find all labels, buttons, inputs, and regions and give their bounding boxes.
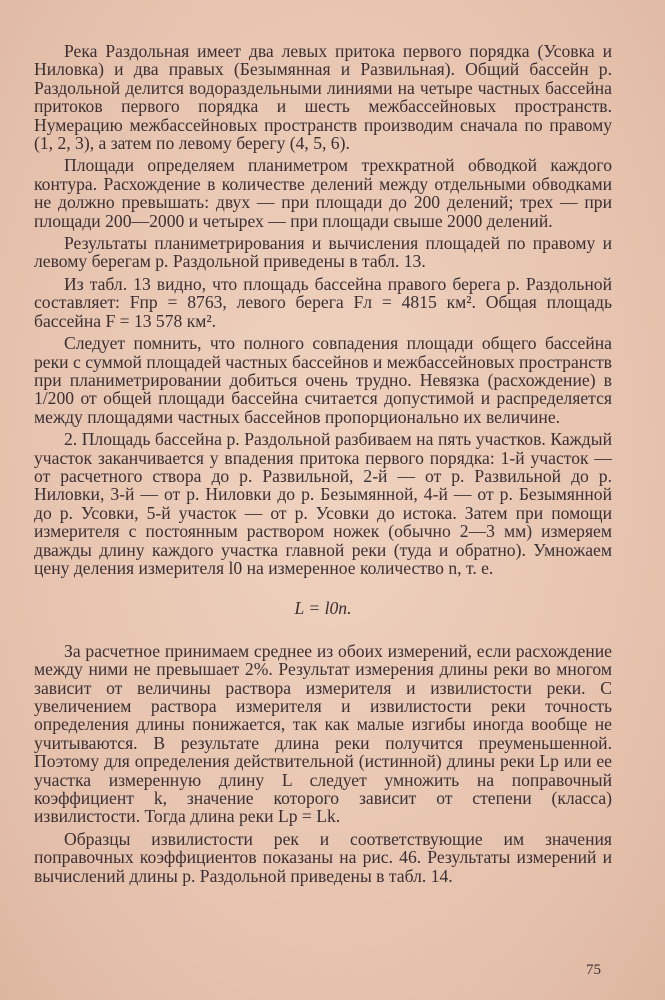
paragraph: Образцы извилистости рек и соответствующие им значения поправочных коэффициентов показаны на рис. 46. Результаты измерений и вычислений длины р. Раздольной приведены в табл. 14.	[34, 828, 612, 886]
body-text	[34, 42, 612, 885]
formula: L = l0n.	[294, 598, 352, 619]
paragraph: Площади определяем планиметром трехкратной обводкой каждого контура. Расхождение в количестве делений между отдельными обводками не должно превышать: двух — при площади до 200 делений; трех — при площади 200—2000 и четырех — при площади свыше 2000 делений.	[34, 155, 612, 231]
page-number: 75	[586, 962, 601, 978]
paragraph: Река Раздольная имеет два левых притока первого порядка (Усовка и Ниловка) и два правых (Безымянная и Развильная). Общий бассейн р. Раздольной делится водораздельными линиями на четыре частных бассейна притоков первого порядка и шесть межбассейновых пространств. Нумерацию межбассейновых пространств производим сначала по правому (1, 2, 3), а затем по левому берегу (4, 5, 6).	[34, 41, 612, 154]
paragraph: Из табл. 13 видно, что площадь бассейна правого берега р. Раздольной составляет: Fпр = 8763, левого берега Fл = 4815 км². Общая площадь бассейна F = 13 578 км².	[34, 273, 612, 331]
paragraph: Следует помнить, что полного совпадения площади общего бассейна реки с суммой площадей частных бассейнов и межбассейновых пространств при планиметрировании добиться очень трудно. Невязка (расхождение) в 1/200 от общей площади бассейна считается допустимой и распределяется между площадями частных бассейнов пропорционально их величине.	[34, 333, 612, 427]
paragraph: За расчетное принимаем среднее из обоих измерений, если расхождение между ними не превышает 2%. Результат измерения длины реки во многом зависит от величины раствора измерителя и извилистости реки. С увеличением раствора измерителя и извилистости реки точность определения длины понижается, так как малые изгибы иногда вообще не учитываются. В результате длина реки получится преуменьшенной. Поэтому для определения действительной (истинной) длины реки Lр или ее участка измеренную длину L следует умножить на поправочный коэффициент k, значение которого зависит от степени (класса) извилистости. Тогда длина реки Lр = Lk.	[34, 640, 612, 827]
paragraph: Результаты планиметрирования и вычисления площадей по правому и левому берегам р. Раздольной приведены в табл. 13.	[34, 233, 612, 272]
paragraph: 2. Площадь бассейна р. Раздольной разбиваем на пять участков. Каждый участок заканчивается у впадения притока первого порядка: 1-й участок — от расчетного створа до р. Развильной, 2-й — от р. Развильной до р. Ниловки, 3-й — от р. Ниловки до р. Безымянной, 4-й — от р. Безымянной до р. Усовки, 5-й участок — от р. Усовки до истока. Затем при помощи измерителя с постоянным раствором ножек (обычно 2—3 мм) измеряем дважды длину каждого участка главной реки (туда и обратно). Умножаем цену деления измерителя l0 на измеренное количество n, т. е.	[34, 429, 612, 578]
